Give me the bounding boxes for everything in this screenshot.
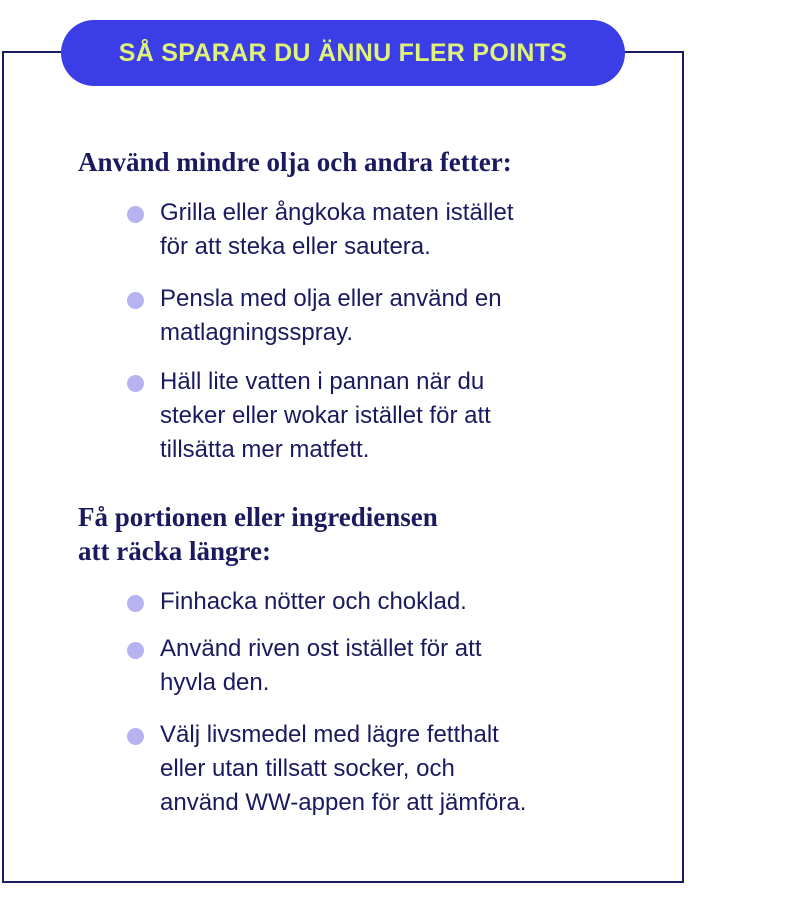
bullet-dot-icon xyxy=(127,206,144,223)
header-title: SÅ SPARAR DU ÄNNU FLER POINTS xyxy=(118,38,568,67)
list-item-text: Grilla eller ångkoka maten istället för att steka eller sautera. xyxy=(160,199,514,260)
list-item-text: Använd riven ost istället för att hyvla den. xyxy=(160,635,482,696)
list-item-text: Häll lite vatten i pannan när du steker eller wokar istället för att tillsätta mer matfett. xyxy=(160,368,491,463)
bullet-dot-icon xyxy=(127,292,144,309)
list-item-text: Pensla med olja eller använd en matlagningsspray. xyxy=(160,285,502,346)
bullet-dot-icon xyxy=(127,728,144,745)
list-item-text: Finhacka nötter och choklad. xyxy=(160,588,467,615)
section-title-portions: Få portionen eller ingrediensen att räcka längre: xyxy=(78,502,438,566)
section-title-fats: Använd mindre olja och andra fetter: xyxy=(78,147,512,177)
list-item-text: Välj livsmedel med lägre fetthalt eller utan tillsatt socker, och använd WW-appen för att jämföra. xyxy=(160,721,527,816)
header-banner xyxy=(61,20,625,86)
bullet-dot-icon xyxy=(127,642,144,659)
bullet-dot-icon xyxy=(127,595,144,612)
bullet-dot-icon xyxy=(127,375,144,392)
